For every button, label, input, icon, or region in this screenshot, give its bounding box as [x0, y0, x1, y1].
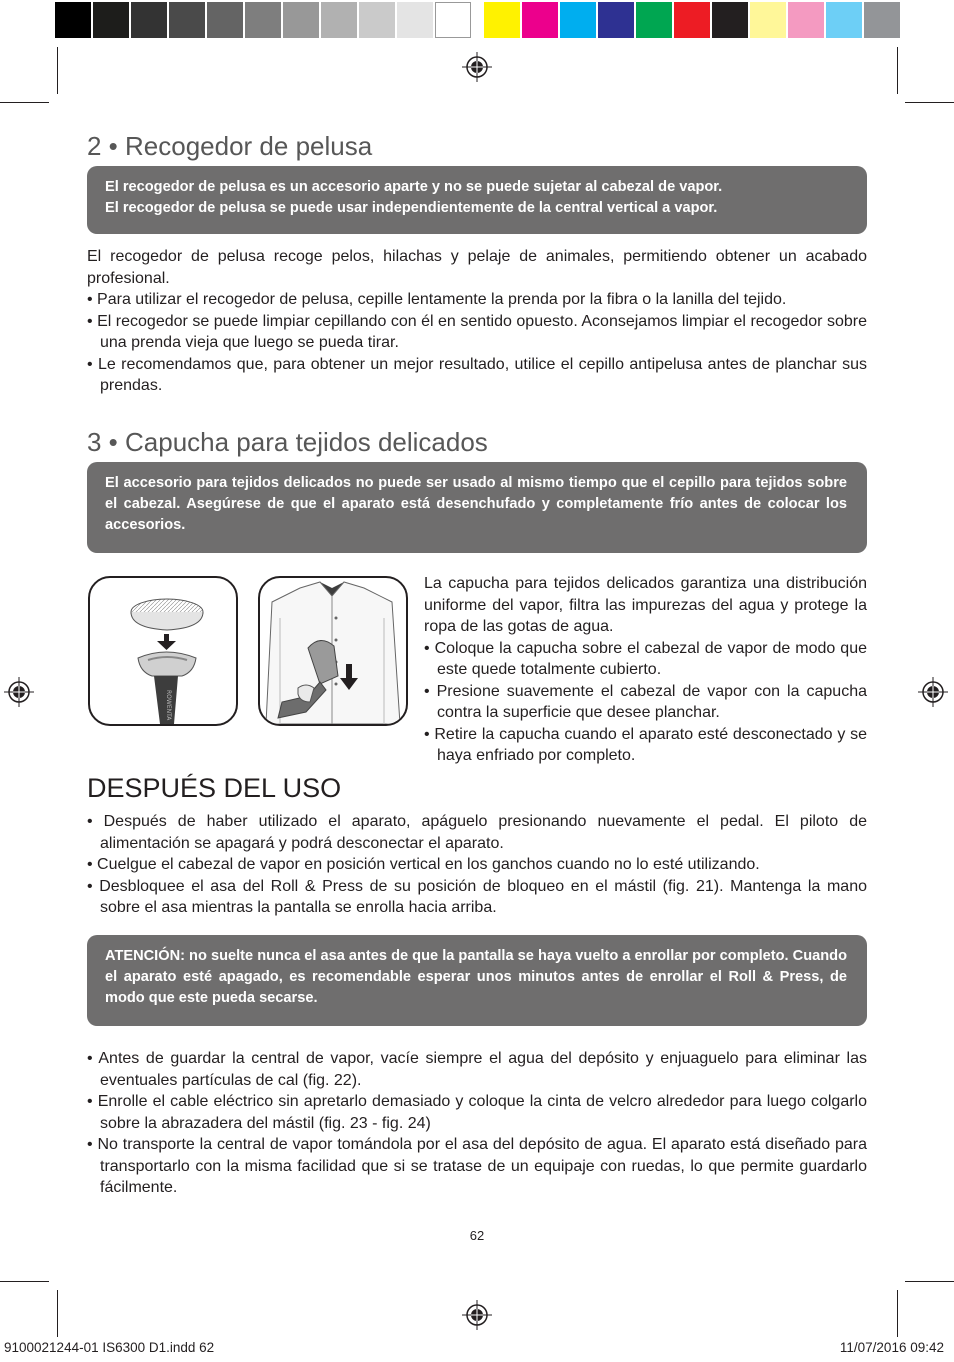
delicate-hood-body — [424, 573, 867, 767]
after-use-body-a — [87, 811, 867, 919]
color-swatch — [636, 2, 672, 38]
list-item: • El recogedor se puede limpiar cepillando con él en sentido opuesto. Aconsejamos limpiar el recogedor sobre una prenda vieja que luego se pueda tirar. — [87, 312, 867, 351]
color-swatch — [522, 2, 558, 38]
page-number: 62 — [469, 1228, 485, 1243]
color-swatch — [674, 2, 710, 38]
color-swatch — [93, 2, 129, 38]
list-item: • Desbloquee el asa del Roll & Press de su posición de bloqueo en el mástil (fig. 21). Mantenga la mano sobre el asa mientras la pantalla se enrolla hacia arriba. — [87, 877, 867, 916]
delicate-hood-note — [87, 462, 867, 553]
list-item: • Coloque la capucha sobre el cabezal de vapor de modo que este quede totalmente cubierto. — [424, 639, 867, 678]
registration-mark-icon — [462, 1300, 492, 1330]
color-swatch — [598, 2, 634, 38]
shirt-steaming-illustration — [260, 578, 406, 724]
list-item: • Le recomendamos que, para obtener un mejor resultado, utilice el cepillo antipelusa antes de planchar sus prendas. — [87, 355, 867, 394]
figure-hood-attach — [88, 576, 238, 726]
list-item: • Presione suavemente el cabezal de vapor con la capucha contra la superficie que desee planchar. — [424, 682, 867, 721]
warning-text: ATENCIÓN: no suelte nunca el asa antes de que la pantalla se haya vuelto a enrollar por completo. Cuando el aparato esté apagado, es recomendable esperar unos minutos antes de enrollar el Roll & Press, de modo que este pueda secarse. — [105, 948, 847, 1006]
color-swatch — [283, 2, 319, 38]
color-swatch — [560, 2, 596, 38]
crop-mark — [905, 102, 954, 103]
footer-date-time: 11/07/2016 09:42 — [839, 1340, 944, 1355]
warning-note — [87, 935, 867, 1026]
color-swatch — [321, 2, 357, 38]
color-swatch — [826, 2, 862, 38]
color-swatch — [207, 2, 243, 38]
color-swatch — [55, 2, 91, 38]
color-swatch — [397, 2, 433, 38]
color-swatch — [788, 2, 824, 38]
color-swatch — [245, 2, 281, 38]
color-swatch — [435, 2, 471, 38]
section-title-lint-remover: 2 • Recogedor de pelusa — [87, 131, 373, 161]
note-text: El accesorio para tejidos delicados no puede ser usado al mismo tiempo que el cepillo para tejidos sobre el cabezal. Asegúrese de que el aparato está desenchufado y completamente frío antes de colocar los accesorios. — [105, 475, 847, 533]
after-use-body-b — [87, 1048, 867, 1199]
color-swatch-bar — [484, 2, 902, 38]
gray-swatch-bar — [55, 2, 473, 38]
registration-mark-icon — [4, 677, 34, 707]
registration-mark-icon — [918, 677, 948, 707]
registration-mark-icon — [462, 52, 492, 82]
color-swatch — [750, 2, 786, 38]
crop-mark — [0, 102, 49, 103]
figure-steaming-shirt — [258, 576, 408, 726]
brand-text: ROWENTA — [165, 690, 172, 721]
paragraph: El recogedor de pelusa recoge pelos, hilachas y pelaje de animales, permitiendo obtener un acabado profesional. — [87, 248, 867, 287]
color-swatch — [484, 2, 520, 38]
list-item: • No transporte la central de vapor tomándola por el asa del depósito de agua. El aparato está diseñado para transportarlo con la misma facilidad que si se tratase de un equipaje con ruedas, lo que permite guardarlo fácilmente. — [87, 1136, 867, 1196]
crop-mark — [897, 47, 898, 94]
crop-mark — [57, 1290, 58, 1337]
note-line: El recogedor de pelusa se puede usar independientemente de la central vertical a vapor. — [105, 200, 718, 216]
color-swatch — [712, 2, 748, 38]
crop-mark — [0, 1281, 49, 1282]
color-swatch — [864, 2, 900, 38]
list-item: • Cuelgue el cabezal de vapor en posición vertical en los ganchos cuando no lo esté utilizando. — [87, 856, 760, 873]
lint-remover-body — [87, 246, 867, 397]
paragraph: La capucha para tejidos delicados garantiza una distribución uniforme del vapor, filtra las impurezas del agua y protege la ropa de las gotas de agua. — [424, 575, 867, 635]
list-item: • Para utilizar el recogedor de pelusa, cepille lentamente la prenda por la fibra o la lanilla del tejido. — [87, 291, 787, 308]
lint-remover-note — [87, 166, 867, 234]
color-swatch — [359, 2, 395, 38]
list-item: • Retire la capucha cuando el aparato esté desconectado y se haya enfriado por completo. — [424, 725, 867, 764]
footer-file-info: 9100021244-01 IS6300 D1.indd 62 — [4, 1340, 215, 1355]
section-title-delicate-hood: 3 • Capucha para tejidos delicados — [87, 427, 488, 457]
color-swatch — [131, 2, 167, 38]
list-item: • Después de haber utilizado el aparato, apáguelo presionando nuevamente el pedal. El piloto de alimentación se apagará y podrá desconectar el aparato. — [87, 813, 867, 852]
list-item: • Enrolle el cable eléctrico sin apretarlo demasiado y coloque la cinta de velcro alrededor para luego colgarlo sobre la abrazadera del mástil (fig. 23 - fig. 24) — [87, 1093, 867, 1132]
crop-mark — [897, 1290, 898, 1337]
section-title-after-use: DESPUÉS DEL USO — [87, 773, 342, 803]
note-line: El recogedor de pelusa es un accesorio aparte y no se puede sujetar al cabezal de vapor. — [105, 179, 723, 195]
color-swatch — [169, 2, 205, 38]
hood-steamhead-illustration — [90, 578, 236, 724]
crop-mark — [57, 47, 58, 94]
list-item: • Antes de guardar la central de vapor, vacíe siempre el agua del depósito y enjuaguelo para eliminar las eventuales partículas de cal (fig. 22). — [87, 1050, 867, 1089]
crop-mark — [905, 1281, 954, 1282]
